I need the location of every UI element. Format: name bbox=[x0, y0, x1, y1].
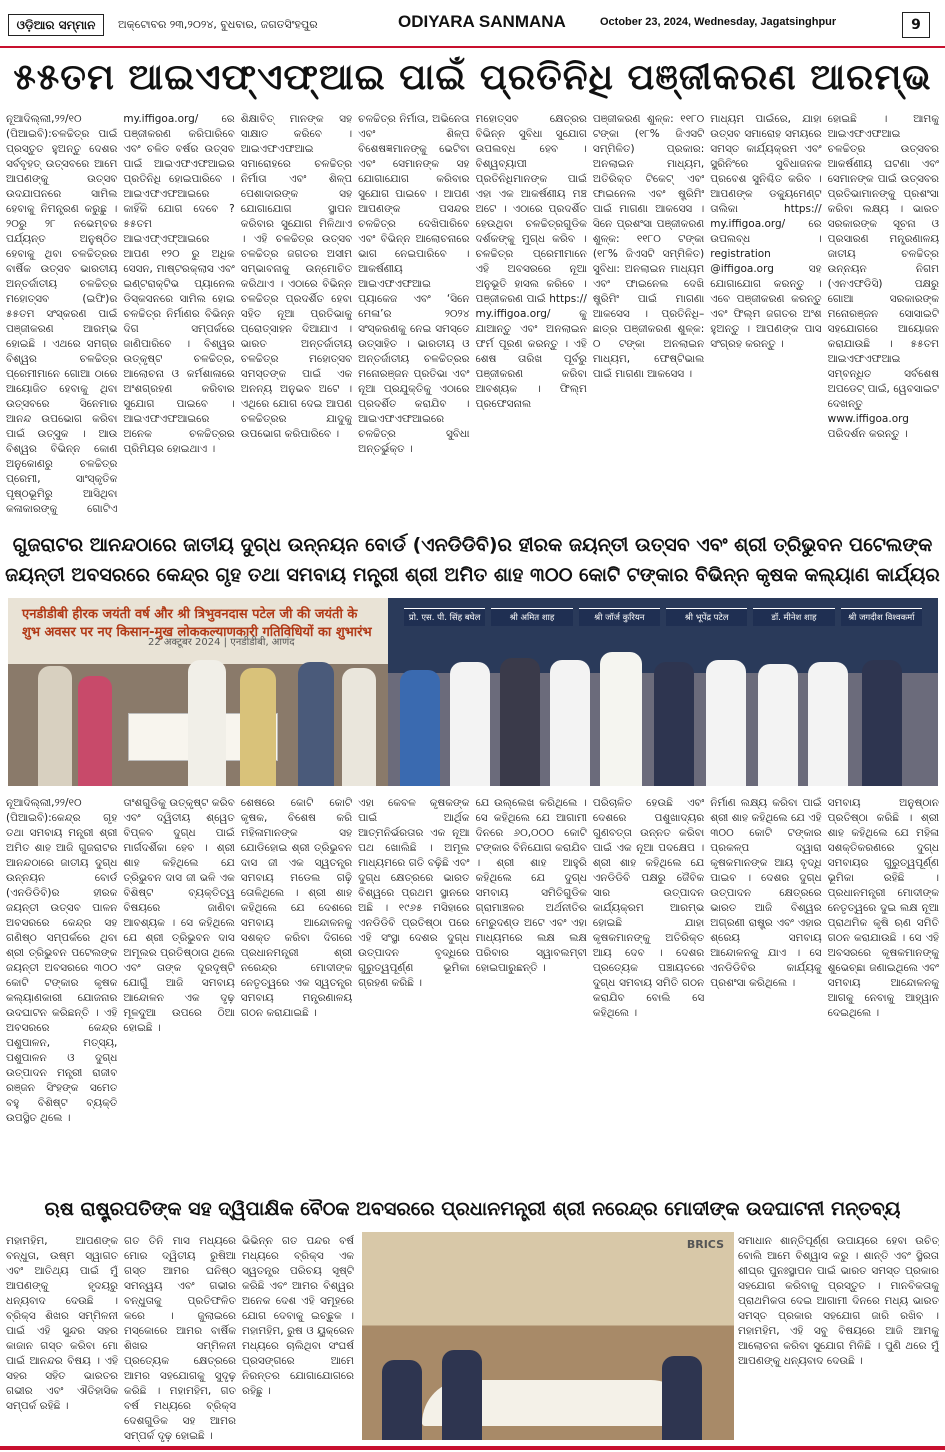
story1-body bbox=[6, 112, 939, 516]
story1-column: ଚଳଚ୍ଚିତ୍ର ନିର୍ମାତା, ଅଭିନେତା ଏବଂ ଶିଳ୍ପ ବିଶେଷଜ୍ଞମାନଙ୍କୁ ଭେଟିବା ଏବଂ ସେମାନଙ୍କ ସହ ଯୋଗାଯୋଗ କରିବାର ସୁଯୋଗ ପାଇବେ । ଆପଣ ଆପଣଙ୍କ ପସନ୍ଦର ଚଳଚ୍ଚିତ୍ର ଦେଖିପାରିବେ ଏବଂ ବିଭିନ୍ନ ଆଲୋଚନାରେ ଭାଗ ନେଇପାରିବେ । ଆକର୍ଷଣୀୟ ଆଇଏଫଏଫଆଇ ପ୍ୟାକେଜ ଏବଂ ‘ସିନେ ମେଳା’ର ୨୦୨୪ ସଂସ୍କରଣକୁ ନେଇ ସମସ୍ତେ ଉତ୍ସାହିତ । ଭାରତୀୟ ଓ ଅନ୍ତର୍ଜାତୀୟ ଚଳଚ୍ଚିତ୍ରର ମନୋରଞ୍ଜନ ପ୍ରତିଭା ଏବଂ ନୂଆ ପ୍ରଯୁକ୍ତିକୁ ଏଠାରେ ପ୍ରଦର୍ଶିତ କରାଯିବ । ଆଇଏଫଏଫଆଇରେ ଚଳଚ୍ଚିତ୍ର ସୁବିଧା ଅନ୍ତର୍ଭୁକ୍ତ । bbox=[358, 113, 470, 455]
masthead-rule bbox=[0, 46, 945, 48]
story3-column: ଗତ ତିନି ମାସ ମଧ୍ୟରେ ମୋର ଦ୍ୱିତୀୟ ରୁଷିଆ ଗସ୍ତ ଆମର ଘନିଷ୍ଠ ସମନ୍ୱୟ ଏବଂ ଗଭୀର ବନ୍ଧୁତାକୁ ପ୍ରତିଫଳିତ କରେ । ଜୁଲାଇରେ ମସ୍କୋରେ ଆମର ବାର୍ଷିକ ଶିଖର ସମ୍ମିଳନୀ ପ୍ରତ୍ୟେକ କ୍ଷେତ୍ରରେ ଆମର ସହଯୋଗକୁ ସୁଦୃଢ଼ କରିଛି । ମହାମହିମ, ଗତ ବର୍ଷ ମଧ୍ୟରେ ବ୍ରିକ୍ସ ଦେଶଗୁଡିକ ସହ ଆମର ସମ୍ପର୍କ ଦୃଢ଼ ହୋଇଛି । bbox=[124, 1235, 236, 1442]
stage-name-plate: श्री जॉर्ज कुरियन bbox=[579, 608, 660, 626]
story2-column: ସମବାୟ ଅନୁଷ୍ଠାନ ପ୍ରତିଷ୍ଠା କରିଛି । ଶ୍ରୀ ଶାହ କହିଥିଲେ ଯେ ମହିଳା ସଶକ୍ତିକରଣରେ ଦୁଗ୍ଧ ସମବାୟର ଗୁରୁତ୍ୱପୂର୍ଣ୍ଣ ଭୂମିକା ରହିଛି । ପ୍ରଧାନମନ୍ତ୍ରୀ ମୋଦୀଙ୍କ ନେତୃତ୍ୱରେ ଦୁଇ ଲକ୍ଷ ନୂଆ ପ୍ରାଥମିକ କୃଷି ଋଣ ସମିତି ଗଠନ କରାଯାଉଛି । ସେ ଏହି ଅବସରରେ କୃଷକମାନଙ୍କୁ ଶୁଭେଚ୍ଛା ଜଣାଇଥିଲେ ଏବଂ ସମବାୟ ଆନ୍ଦୋଳନକୁ ଆଗକୁ ନେବାକୁ ଆହ୍ୱାନ ଦେଇଥିଲେ । bbox=[827, 797, 939, 1019]
stage-name-plates bbox=[404, 608, 922, 626]
story2-headline: ଗୁଜରାଟର ଆନନ୍ଦଠାରେ ଜାତୀୟ ଦୁଗ୍ଧ ଉନ୍ନୟନ ବୋର୍ଡ (ଏନଡିଡିବି)ର ହୀରକ ଜୟନ୍ତୀ ଉତ୍ସବ ଏବଂ ଶ୍ରୀ ତ୍ରିଭୁବନ ପଟେଲଙ୍କ ଜୟନ୍ତୀ ଅବସରରେ କେନ୍ଦ୍ର ଗୃହ ତଥା ସମବାୟ ମନ୍ତ୍ରୀ ଶ୍ରୀ ଅମିତ ଶାହ ୩୦୦ କୋଟି ଟଙ୍କାର ବିଭିନ୍ନ କୃଷକ କଲ୍ୟାଣ କାର୍ଯ୍ୟର bbox=[5, 534, 940, 586]
person-figure bbox=[38, 666, 72, 786]
story1-headline: ୫୫ତମ ଆଇଏଫ୍‌ଏଫ୍‌ଆଇ ପାଇଁ ପ୍ରତିନିଧି ପଞ୍ଜୀକରଣ ଆରମ୍ଭ bbox=[13, 57, 932, 98]
person-figure bbox=[662, 1356, 702, 1440]
person-figure bbox=[382, 1360, 422, 1440]
person-figure bbox=[654, 662, 694, 786]
story1-column: ମହୋତ୍ସବ କ୍ଷେତ୍ରର ବିଭିନ୍ନ ସୁବିଧା ସୁଯୋଗ ଉପଲବ୍ଧ ହେବ । ବିଶ୍ୱବ୍ୟାପୀ ପ୍ରତିନିଧିମାନଙ୍କ ପାଇଁ ଏହା ଏକ ଆକର୍ଷଣୀୟ ମଞ୍ଚ ଅଟେ । ଏଠାରେ ପ୍ରଦର୍ଶିତ ହେଉଥିବା ଚଳଚ୍ଚିତ୍ରଗୁଡିକ ଦର୍ଶକଙ୍କୁ ମୁଗ୍ଧ କରିବ । ଚଳଚ୍ଚିତ୍ର ପ୍ରେମୀମାନେ ଏହି ଅବସରରେ ନୂଆ ଅନୁଭୂତି ହାସଲ କରିବେ । ପଞ୍ଜୀକରଣ ପାଇଁ https:// my.iffigoa.org/ କୁ ଯାଆନ୍ତୁ ଏବଂ ଅନଲାଇନ ଫର୍ମ ପୂରଣ କରନ୍ତୁ । ଏହି ଶେଷ ତାରିଖ ପୂର୍ବରୁ ପଞ୍ଜୀକରଣ କରିବା ଆବଶ୍ୟକ । ଫିଲ୍ମ ପ୍ରଫେସନାଲ bbox=[475, 113, 587, 410]
person-figure bbox=[342, 668, 376, 786]
story1-column: ମାଧ୍ୟମ ପାଇଁରେ, ଯାହା ଉତ୍ସବ ସମାରୋହ ସମୟରେ ସମସ୍ତ କାର୍ଯ୍ୟକ୍ରମ ଏବଂ ସ୍କ୍ରିନିଂରେ ସୁବିଧାଜନକ ପ୍ରବେଶ ସୁନିଶ୍ଚିତ କରିବ । ଆପଣଙ୍କ ଡକ୍ୟୁମେଣ୍ଟ ତାଲିକା https:// my.iffigoa.org/ ରେ ଉପଲବ୍ଧ । registration @iffigoa.org ସହ ଯୋଗାଯୋଗ କରନ୍ତୁ । ଏବେ ପଞ୍ଜୀକରଣ କରନ୍ତୁ ଏବଂ ଫିଲ୍ମ ଜଗତର ଅଂଶ ହୁଅନ୍ତୁ । ଆପଣଙ୍କ ପାସ ସଂଗ୍ରହ କରନ୍ତୁ । bbox=[710, 113, 822, 350]
story2-column: ଏହା କେବଳ କୃଷକଙ୍କ ପାଇଁ ଆର୍ଥିକ ଆତ୍ମନିର୍ଭରତାର ଏକ ନୂଆ ପଥ ଖୋଲିଛି । ଅମୂଲ ମାଧ୍ୟମରେ ଗତି ବଢ଼ିଛି ଏବଂ ଦୁଗ୍ଧ କ୍ଷେତ୍ରରେ ଭାରତ ବିଶ୍ୱରେ ପ୍ରଥମ ସ୍ଥାନରେ ଅଛି । ୧୯୬୫ ମସିହାରେ ଏନଡିଡିବି ପ୍ରତିଷ୍ଠା ପରେ ଏହି ସଂସ୍ଥା ଦେଶର ଦୁଗ୍ଧ ଉତ୍ପାଦନ ବୃଦ୍ଧିରେ ଗୁରୁତ୍ୱପୂର୍ଣ୍ଣ ଭୂମିକା ଗ୍ରହଣ କରିଛି । bbox=[358, 797, 470, 989]
event-banner-date: 22 अक्टूबर 2024 | एनडीडीबी, आणंद bbox=[148, 637, 295, 648]
page-number: 9 bbox=[902, 12, 930, 38]
newspaper-title: ODIYARA SANMANA bbox=[398, 12, 566, 31]
story3-column: ସମାଧାନ ଶାନ୍ତିପୂର୍ଣ୍ଣ ଉପାୟରେ ହେବା ଉଚିତ୍ ବୋଲି ଆମେ ବିଶ୍ୱାସ କରୁ । ଶାନ୍ତି ଏବଂ ସ୍ଥିରତା ଶୀଘ୍ର ପୁନଃସ୍ଥାପନ ପାଇଁ ଭାରତ ସମସ୍ତ ପ୍ରକାର ସହଯୋଗ କରିବାକୁ ପ୍ରସ୍ତୁତ । ମାନବିକତାକୁ ପ୍ରାଥମିକତା ଦେଇ ଆଗାମୀ ଦିନରେ ମଧ୍ୟ ଭାରତ ସମସ୍ତ ପ୍ରକାର ସହଯୋଗ ଜାରି ରଖିବ । ମହାମହିମ, ଏହି ସବୁ ବିଷୟରେ ଆଜି ଆମକୁ ଆଲୋଚନା କରିବା ସୁଯୋଗ ମିଳିଛି । ପୁଣି ଥରେ ମୁଁ ଆପଣଙ୍କୁ ଧନ୍ୟବାଦ ଦେଉଛି । bbox=[738, 1235, 939, 1367]
story1-column: ପଞ୍ଜୀକରଣ ଶୁଳ୍କ: ୧୧୮୦ ଟଙ୍କା (୧୮% ଜିଏସଟି ସମ୍ମିଳିତ) ପ୍ରକାର: ଅନଲାଇନ ମାଧ୍ୟମ, ଅତିରିକ୍ତ ଟିକେଟ୍ ଏବଂ ଫାଇନେଲ ଏବଂ ଷ୍ଟ୍ରିମିଂ ପାଇଁ ମାଗଣା ଆକସେସ । ସିନେ ପ୍ରଶଂସା ପଞ୍ଜୀକରଣ ଶୁଳ୍କ: ୧୧୮୦ ଟଙ୍କା (୧୮% ଜିଏସଟି ସମ୍ମିଳିତ) ସୁବିଧା: ଅନଲାଇନ ମାଧ୍ୟମ ଏବଂ ଫାଇନେଲ ଦେଖି ଷ୍ଟ୍ରିମିଂ ପାଇଁ ମାଗଣା ଆକସେସ । ପ୍ରତିନିଧି– ଛାତ୍ର ପଞ୍ଜୀକରଣ ଶୁଳ୍କ: ୦ ଟଙ୍କା ଅନଲାଇନ ମାଧ୍ୟମ, ଫେଷ୍ଟିଭାଲ ପାଇଁ ମାଗଣା ଆକସେସ । bbox=[592, 113, 705, 380]
brics-logo: BRICS bbox=[686, 1238, 724, 1251]
stage-name-plate: प्रो. एस. पी. सिंह बघेल bbox=[404, 608, 485, 626]
person-figure bbox=[500, 658, 540, 786]
story2-column: ଶେଷରେ କୋଟି କୋଟି କୃଷକ, ବିଶେଷ କରି ମହିଳାମାନଙ୍କ ସହ ଯୋଡିହୋଇ ଶ୍ରୀ ତ୍ରିଭୁବନ ଦାସ ଜୀ ଏକ ସ୍ୱତନ୍ତ୍ର ସମବାୟ ମଡେଲ ଗଢ଼ି ତୋଳିଥିଲେ । ଶ୍ରୀ ଶାହ କହିଥିଲେ ଯେ ଦେଶରେ ସମବାୟ ଆନ୍ଦୋଳନକୁ ସଶକ୍ତ କରିବା ଦିଗରେ ପ୍ରଧାନମନ୍ତ୍ରୀ ଶ୍ରୀ ନରେନ୍ଦ୍ର ମୋଦୀଙ୍କ ନେତୃତ୍ୱରେ ଏକ ସ୍ୱତନ୍ତ୍ର ସମବାୟ ମନ୍ତ୍ରଣାଳୟ ଗଠନ କରାଯାଇଛି । bbox=[240, 797, 353, 1019]
person-figure bbox=[450, 662, 490, 786]
person-figure bbox=[78, 676, 112, 786]
person-figure bbox=[550, 660, 590, 786]
person-figure bbox=[758, 664, 798, 786]
story2-column: ନିର୍ମାଣ ଲକ୍ଷ୍ୟ କରିବା ପାଇଁ ଶ୍ରୀ ଶାହ କହିଥିଲେ ଯେ ଏହି ୩୦୦ କୋଟି ଟଙ୍କାର ପ୍ରକଳ୍ପ ଦ୍ୱାରା କୃଷକମାନଙ୍କ ଆୟ ବୃଦ୍ଧି ପାଇବ । ଦେଶର ଦୁଗ୍ଧ ଉତ୍ପାଦନ କ୍ଷେତ୍ରରେ ଭାରତ ଆଜି ବିଶ୍ୱର ଅଗ୍ରଣୀ ରାଷ୍ଟ୍ର ଏବଂ ଏହାର ଶ୍ରେୟ ସମବାୟ ଆନ୍ଦୋଳନକୁ ଯାଏ । ସେ ଏନଡିଡିବିର କାର୍ଯ୍ୟକୁ ପ୍ରଶଂସା କରିଥିଲେ । bbox=[710, 797, 822, 989]
date-english: October 23, 2024, Wednesday, Jagatsinghpur bbox=[600, 16, 837, 28]
stage-name-plate: श्री अमित शाह bbox=[491, 608, 572, 626]
bottom-rule bbox=[0, 1446, 945, 1450]
story1-column: ହୋଇଛି । ଆମକୁ ଆଇଏଫଏଫଆଇ ଚଳଚ୍ଚିତ୍ର ଉତ୍ସବର ଆକର୍ଷଣୀୟ ଘଟଣା ଏବଂ ସେମାନଙ୍କ ପାଇଁ ଉତ୍ସବର ପ୍ରତିଭାମାନଙ୍କୁ ପ୍ରଶଂସା କରିବା ଲକ୍ଷ୍ୟ । ଭାରତ ସରକାରଙ୍କ ସୂଚନା ଓ ପ୍ରସାରଣ ମନ୍ତ୍ରଣାଳୟ ଜାତୀୟ ଚଳଚ୍ଚିତ୍ର ଉନ୍ନୟନ ନିଗମ (ଏନଏଫଡିସି) ପକ୍ଷରୁ ଗୋଆ ସରକାରଙ୍କ ମନୋରଞ୍ଜନ ସୋସାଇଟି ସହଯୋଗରେ ଆୟୋଜନ କରାଯାଉଛି । ୫୫ତମ ଆଇଏଫଏଫଆଇ ସମ୍ବନ୍ଧିତ ସର୍ବଶେଷ ଅପଡେଟ୍ ପାଇଁ, ୱେବସାଇଟ ଦେଖନ୍ତୁ www.iffigoa.org ପରିଦର୍ଶନ କରନ୍ତୁ । bbox=[827, 113, 939, 440]
stage-name-plate: श्री जगदीश विश्वकर्मा bbox=[841, 608, 922, 626]
story3-headline: ଋଷ ରାଷ୍ଟ୍ରପତିଙ୍କ ସହ ଦ୍ୱିପାକ୍ଷିକ ବୈଠକ ଅବସରରେ ପ୍ରଧାନମନ୍ତ୍ରୀ ଶ୍ରୀ ନରେନ୍ଦ୍ର ମୋଦୀଙ୍କ ଉଦଘାଟନୀ ମନ୍ତବ୍ୟ bbox=[44, 1198, 901, 1220]
stage-name-plate: डॉ. मीनेश शाह bbox=[753, 608, 834, 626]
bilateral-meeting-photo bbox=[362, 1232, 734, 1440]
story3-column: ମହାମହିମ, ଆପଣଙ୍କ ବନ୍ଧୁତା, ଉଷ୍ମ ସ୍ୱାଗତ ଏବଂ ଆତିଥ୍ୟ ପାଇଁ ମୁଁ ଆପଣଙ୍କୁ ହୃଦୟରୁ ଧନ୍ୟବାଦ ଦେଉଛି । ବ୍ରିକ୍ସ ଶିଖର ସମ୍ମିଳନୀ ପାଇଁ ଏହି ସୁନ୍ଦର ସହର କାଜାନ ଗସ୍ତ କରିବା ମୋ ପାଇଁ ଆନନ୍ଦର ବିଷୟ । ଏହି ସହର ସହିତ ଭାରତର ଗଭୀର ଏବଂ ଐତିହାସିକ ସମ୍ପର୍କ ରହିଛି । bbox=[6, 1235, 118, 1412]
person-figure bbox=[442, 1350, 482, 1440]
story1-column: ଶିକ୍ଷାବିତ୍ ମାନଙ୍କ ସହ ସାକ୍ଷାତ କରିବେ । ଆଇଏଫଏଫଆଇ ସମାରୋହରେ ଚଳଚ୍ଚିତ୍ର ନିର୍ମାତା ଏବଂ ଶିଳ୍ପ ପେଶାଦାରଙ୍କ ସହ ଯୋଗାଯୋଗ ସ୍ଥାପନ କରିବାର ସୁଯୋଗ ମିଳିଥାଏ । ଏହି ଚଳଚ୍ଚିତ୍ର ଉତ୍ସବ ଚଳଚ୍ଚିତ୍ର ଜଗତର ଅସୀମ ସମ୍ଭାବନାକୁ ଉନ୍ମୋଚିତ କରିଥାଏ । ଏଠାରେ ବିଭିନ୍ନ ଚଳଚ୍ଚିତ୍ର ପ୍ରଦର୍ଶିତ ହେବା ସହିତ ନୂଆ ପ୍ରତିଭାକୁ ପ୍ରୋତ୍ସାହନ ଦିଆଯାଏ । ଭାରତ ଅନ୍ତର୍ଜାତୀୟ ଚଳଚ୍ଚିତ୍ର ମହୋତ୍ସବ ସମସ୍ତଙ୍କ ପାଇଁ ଏକ ଅନନ୍ୟ ଅନୁଭବ ଅଟେ । ଏଥିରେ ଯୋଗ ଦେଇ ଆପଣ ଚଳଚ୍ଚିତ୍ରର ଯାଦୁକୁ ଉପଭୋଗ କରିପାରିବେ । bbox=[240, 113, 353, 440]
newspaper-logo: ଓଡ଼ିଆର ସମ୍ମାନ bbox=[8, 14, 104, 36]
masthead bbox=[0, 0, 945, 48]
ndbb-event-photo-left bbox=[8, 598, 388, 786]
person-figure bbox=[240, 668, 276, 786]
person-figure bbox=[706, 660, 746, 786]
person-figure bbox=[862, 660, 902, 786]
story1-column: my.iffigoa.org/ ରେ ପଞ୍ଜୀକରଣ କରିପାରିବେ ଏବଂ ଚଳିତ ବର୍ଷର ଉତ୍ସବ ପାଇଁ ଆଇଏଫଏଫଆଇର ପ୍ରତିନିଧି ହୋଇପାରିବେ । ଆଇଏଫଏଫଆଇରେ କାହିଁକି ଯୋଗ ଦେବେ ? ୫୫ତମ ଆଇଏଫ୍‌ଏଫ୍‌ଆଇରେ ଆପଣ ୧୨୦ ରୁ ଅଧିକ ସେସନ, ମାଷ୍ଟରକ୍ଲାସ ଏବଂ ଇଣ୍ଟରାକ୍ଟିଭ ପ୍ୟାନେଲ ଡିସ୍କସନରେ ସାମିଲ ହୋଇ ଚଳଚ୍ଚିତ୍ର ନିର୍ମାଣର ବିଭିନ୍ନ ଦିଗ ସମ୍ପର୍କରେ ଜାଣିପାରିବେ । ବିଶ୍ୱର ଉତ୍କୃଷ୍ଟ ଚଳଚ୍ଚିତ୍ର, ଆଲୋଚନା ଓ କର୍ମଶାଳାରେ ଅଂଶଗ୍ରହଣ କରିବାର ସୁଯୋଗ ପାଇବେ । ଆଇଏଫଏଫଆଇରେ ଅନେକ ଚଳଚ୍ଚିତ୍ରର ପ୍ରିମିୟର ହୋଇଥାଏ । bbox=[123, 113, 235, 455]
story2-column: ନୂଆଦିଲ୍ଲୀ,୨୨/୧୦ (ପିଆଇବି):କେନ୍ଦ୍ର ଗୃହ ତଥା ସମବାୟ ମନ୍ତ୍ରୀ ଶ୍ରୀ ଅମିତ ଶାହ ଆଜି ଗୁଜରାଟର ଆନନ୍ଦଠାରେ ଜାତୀୟ ଦୁଗ୍ଧ ଉନ୍ନୟନ ବୋର୍ଡ (ଏନଡିଡିବି)ର ହୀରକ ଜୟନ୍ତୀ ଉତ୍ସବ ପାଳନ ଅବସରରେ କେନ୍ଦ୍ର ସହ ଗଣିଷ୍ଠ ସମ୍ପର୍କରେ ଥିବା ଶ୍ରୀ ତ୍ରିଭୁବନ ପଟେଲଙ୍କ ଜୟନ୍ତୀ ଅବସରରେ ୩୦୦ କୋଟି ଟଙ୍କାର କୃଷକ କଲ୍ୟାଣକାରୀ ଯୋଜନାର ଉଦଘାଟନ କରିଛନ୍ତି । ଏହି ଅବସରରେ କେନ୍ଦ୍ର ପଶୁପାଳନ, ମତ୍ସ୍ୟ, ପଶୁପାଳନ ଓ ଦୁଗ୍ଧ ଉତ୍ପାଦନ ମନ୍ତ୍ରୀ ରାଜୀବ ରଞ୍ଜନ ସିଂହଙ୍କ ସମେତ ବହୁ ବିଶିଷ୍ଟ ବ୍ୟକ୍ତି ଉପସ୍ଥିତ ଥିଲେ । bbox=[6, 797, 118, 1124]
story2-column: ପରିଚାଳିତ ହେଉଛି ଏବଂ ଦେଶରେ ପଶୁଖାଦ୍ୟର ଗୁଣବତ୍ତା ଉନ୍ନତ କରିବା ପାଇଁ ଏକ ନୂଆ ପଦକ୍ଷେପ । ଶ୍ରୀ ଶାହ କହିଥିଲେ ଯେ ଏନଡିଡିବି ପକ୍ଷରୁ ଜୈବିକ ସାର ଉତ୍ପାଦନ କାର୍ଯ୍ୟକ୍ରମ ଆରମ୍ଭ ହୋଇଛି ଯାହା କୃଷକମାନଙ୍କୁ ଅତିରିକ୍ତ ଆୟ ଦେବ । ଦେଶର ପ୍ରତ୍ୟେକ ପଞ୍ଚାୟତରେ ଦୁଗ୍ଧ ସମବାୟ ସମିତି ଗଠନ କରାଯିବ ବୋଲି ସେ କହିଥିଲେ । bbox=[592, 797, 705, 1019]
date-odia: ଅକ୍ଟୋବର ୨୩,୨୦୨୪, ବୁଧବାର, ଜଗତସିଂହପୁର bbox=[118, 18, 318, 31]
person-figure bbox=[400, 670, 440, 786]
event-banner-text: एनडीडीबी हीरक जयंती वर्ष और श्री त्रिभुवनदास पटेल जी की जयंती के शुभ अवसर पर नए किसान-मुख लोककल्याणकारी गतिविधियों का शुभारंभ bbox=[22, 607, 372, 640]
person-figure bbox=[298, 662, 334, 786]
story1-column: ନୂଆଦିଲ୍ଲୀ,୨୨/୧୦ (ପିଆଇବି):ଚଳଚ୍ଚିତ୍ର ପାଇଁ ପ୍ରସ୍ତୁତ ହୁଅନ୍ତୁ ଦେଶର ସର୍ବବୃହତ୍ ଉତ୍ସବରେ ଆମେ ଆପଣଙ୍କୁ ଉତ୍ସବ ଉଦଯାପନରେ ସାମିଲ ହେବାକୁ ନିମନ୍ତ୍ରଣ କରୁଛୁ । ୨୦ରୁ ୨୮ ନଭେମ୍ବର ପର୍ଯ୍ୟନ୍ତ ଅନୁଷ୍ଠିତ ହେବାକୁ ଥିବା ଚଳଚ୍ଚିତ୍ରର ବାର୍ଷିକ ଉତ୍ସବ ଭାରତୀୟ ଅନ୍ତର୍ଜାତୀୟ ଚଳଚ୍ଚିତ୍ର ମହୋତ୍ସବ (ଇଫି)ର ୫୫ତମ ସଂସ୍କରଣ ପାଇଁ ପଞ୍ଜୀକରଣ ଆରମ୍ଭ ହୋଇଛି । ଏଥରେ ସମଗ୍ର ବିଶ୍ୱର ଚଳଚ୍ଚିତ୍ର ପ୍ରେମୀମାନେ ଗୋଆ ଠାରେ ଆୟୋଜିତ ହେବାକୁ ଥିବା ଉତ୍ସବରେ ସିନେମାର ଆନନ୍ଦ ଉପଭୋଗ କରିବା ପାଇଁ ଉତ୍ସୁକ । ଆଉ ବିଶ୍ୱର ବିଭିନ୍ନ କୋଣ ଅନୁକୋଣରୁ ଚଳଚ୍ଚିତ୍ର ପ୍ରେମୀ, ସାଂସ୍କୃତିକ ପୃଷ୍ଠଭୂମିରୁ ଆସିଥିବା କଳାକାରଙ୍କୁ ଗୋଟିଏ bbox=[6, 113, 118, 515]
person-figure bbox=[600, 652, 642, 786]
story3-column: ଭିଭିନ୍ନ ଗତ ପନ୍ଦର ବର୍ଷ ମଧ୍ୟରେ ବ୍ରିକ୍ସ ଏକ ସ୍ୱତନ୍ତ୍ର ପରିଚୟ ସୃଷ୍ଟି କରିଛି ଏବଂ ଆମର ବିଶ୍ୱର ଅନେକ ଦେଶ ଏହି ସମୂହରେ ଯୋଗ ଦେବାକୁ ଇଚ୍ଛୁକ । ମହାମହିମ, ରୁଷ ଓ ୟୁକ୍ରେନ ମଧ୍ୟରେ ଚାଲିଥିବା ସଂଘର୍ଷ ପ୍ରସଙ୍ଗରେ ଆମେ ନିରନ୍ତର ଯୋଗାଯୋଗରେ ରହିଛୁ । bbox=[242, 1235, 354, 1397]
story2-column: ଯେ ଉଲ୍ଲେଖ କରିଥିଲେ । ସେ କହିଥିଲେ ଯେ ଆଗାମୀ ଦିନରେ ୬୦,୦୦୦ କୋଟି ଟଙ୍କାର ବିନିଯୋଗ କରାଯିବ । ଶ୍ରୀ ଶାହ ଆହୁରି କହିଥିଲେ ଯେ ଦୁଗ୍ଧ ସମବାୟ ସମିତିଗୁଡିକ ଗ୍ରାମାଞ୍ଚଳର ଅର୍ଥନୀତିର ମେରୁଦଣ୍ଡ ଅଟେ ଏବଂ ଏହା ମାଧ୍ୟମରେ ଲକ୍ଷ ଲକ୍ଷ ପରିବାର ସ୍ୱାବଲମ୍ବୀ ହୋଇପାରୁଛନ୍ତି । bbox=[475, 797, 587, 974]
story2-body bbox=[6, 796, 939, 1186]
ndbb-event-photo-right bbox=[388, 598, 938, 786]
story2-column: ତାଂଶଗୁଡିକୁ ଉତ୍କୃଷ୍ଟ କରିବ ଏବଂ ଦ୍ୱିତୀୟ ଶ୍ୱେତ ବିପ୍ଳବ ଦୁଗ୍ଧ ପାଇଁ ମାର୍ଗଦର୍ଶିକା ହେବ । ଶ୍ରୀ ଶାହ କହିଥିଲେ ଯେ ତ୍ରିଭୁବନ ଦାସ ଜୀ ଭଳି ଏକ ବିଶିଷ୍ଟ ବ୍ୟକ୍ତିତ୍ୱ ବିଷୟରେ ଜାଣିବା ଆବଶ୍ୟକ । ସେ କହିଥିଲେ ଯେ ଶ୍ରୀ ତ୍ରିଭୁବନ ଦାସ ଅମୂଲର ପ୍ରତିଷ୍ଠାତା ଥିଲେ ଏବଂ ତାଙ୍କ ଦୂରଦୃଷ୍ଟି ଯୋଗୁଁ ଆଜି ସମବାୟ ଆନ୍ଦୋଳନ ଏକ ଦୃଢ଼ ମୂଳଦୁଆ ଉପରେ ଠିଆ ହୋଇଛି । bbox=[123, 797, 235, 1034]
person-figure bbox=[188, 660, 226, 786]
stage-name-plate: श्री भूपेंद्र पटेल bbox=[666, 608, 747, 626]
person-figure bbox=[808, 662, 848, 786]
